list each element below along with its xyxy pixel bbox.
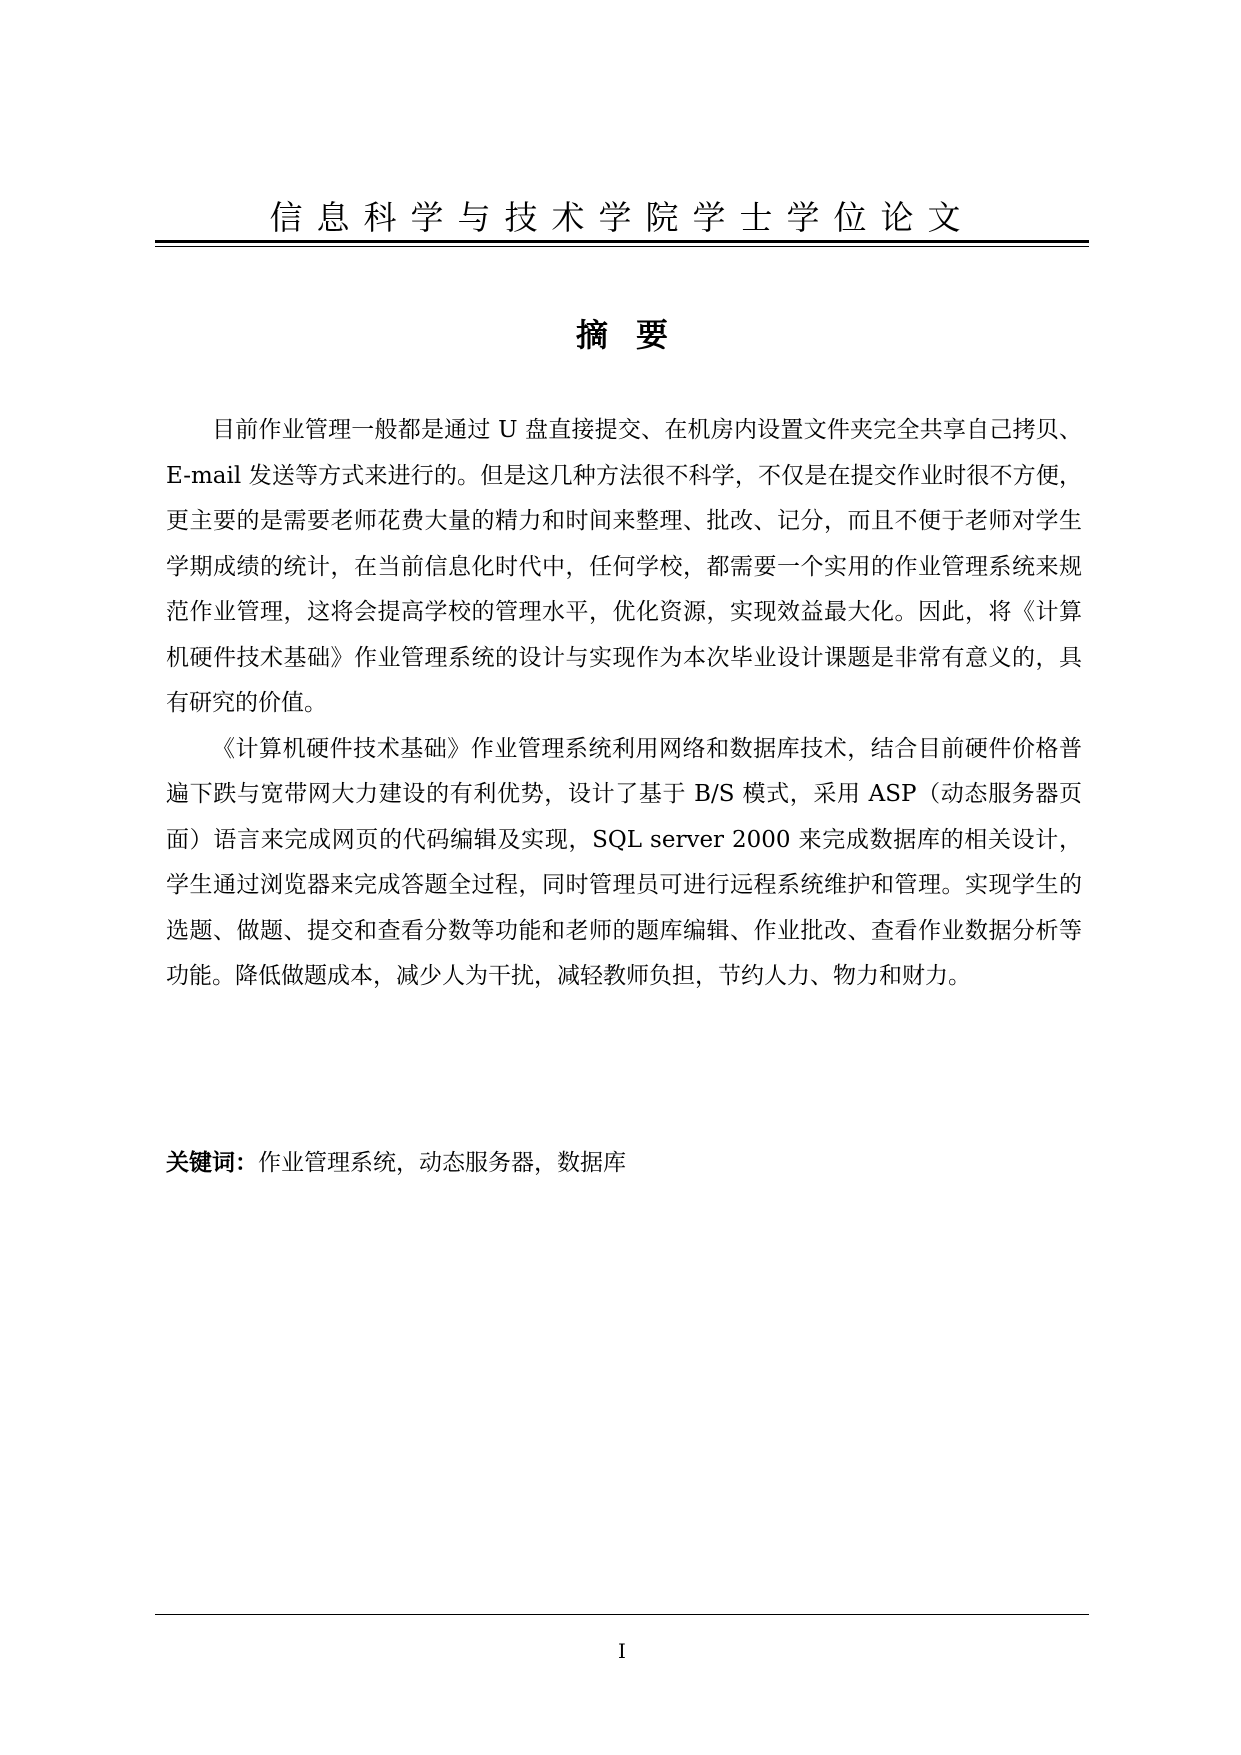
header-rule-thin [155, 246, 1089, 247]
abstract-paragraph-2: 《计算机硬件技术基础》作业管理系统利用网络和数据库技术，结合目前硬件价格普遍下跌与宽带网大力建设的有利优势，设计了基于 B/S 模式，采用 ASP（动态服务器页面）语言来完成网页的代码编辑及实现，SQL server 2000 来完成数据库的相关设计，学生通过浏览器来完成答题全过程，同时管理员可进行远程系统维护和管理。实现学生的选题、做题、提交和查看分数等功能和老师的题库编辑、作业批改、查看作业数据分析等功能。降低做题成本，减少人为干扰，减轻教师负担，节约人力、物力和财力。 [166, 735, 1082, 989]
abstract-paragraph-1: 目前作业管理一般都是通过 U 盘直接提交、在机房内设置文件夹完全共享自己拷贝、E-mail 发送等方式来进行的。但是这几种方法很不科学，不仅是在提交作业时很不方便，更主要的是需要老师花费大量的精力和时间来整理、批改、记分，而且不便于老师对学生学期成绩的统计，在当前信息化时代中，任何学校，都需要一个实用的作业管理系统来规范作业管理，这将会提高学校的管理水平，优化资源，实现效益最大化。因此，将《计算机硬件技术基础》作业管理系统的设计与实现作为本次毕业设计课题是非常有意义的，具有研究的价值。 [166, 417, 1082, 716]
header-rule-thick [155, 240, 1089, 243]
page-number: I [618, 1639, 626, 1663]
keywords-label: 关键词： [166, 1150, 258, 1176]
running-header-title: 信息科学与技术学院学士学位论文 [269, 198, 975, 237]
abstract-heading: 摘要 [575, 316, 696, 354]
abstract-body [166, 408, 1082, 1000]
footer-rule [155, 1614, 1089, 1615]
keywords-line [166, 1145, 1082, 1181]
keywords-text: 作业管理系统，动态服务器，数据库 [258, 1150, 626, 1176]
